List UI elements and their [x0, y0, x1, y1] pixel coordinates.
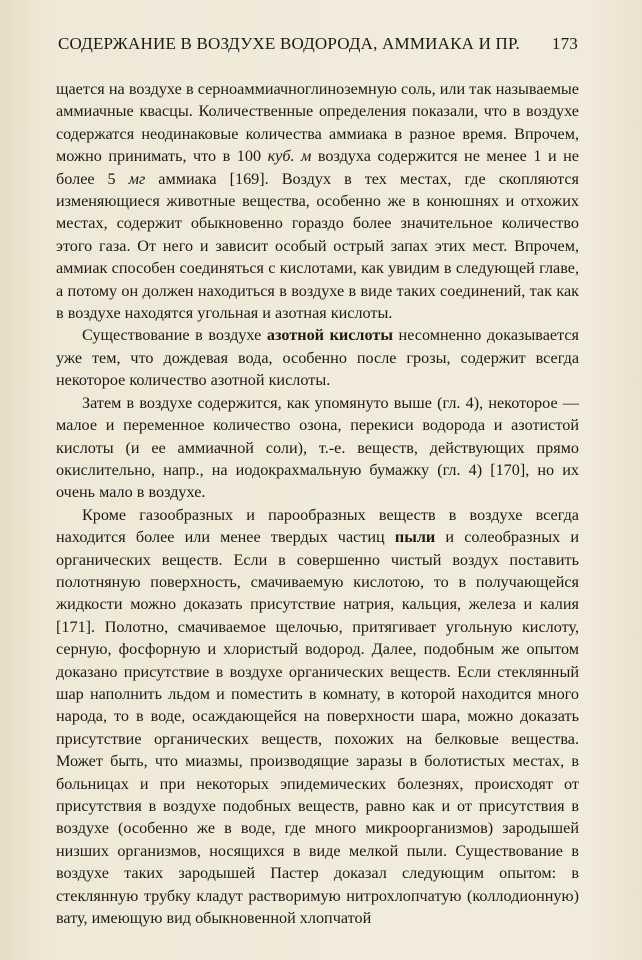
italic-unit: куб. м [267, 147, 312, 166]
bold-term: азотной кислоты [266, 326, 393, 345]
page-number: 173 [551, 34, 578, 53]
paragraph [56, 504, 579, 930]
text-run: и солеобразных и органических веществ. Если в совершенно чистый воздух поставить полотняную поверхность, смачиваемую кислотою, то в получающейся жидкости можно доказать присутствие натрия, кальция, железа и калия [171]. Полотно, смачиваемое щелочью, притягивает угольную кислоту, серную, фосфорную и хлористый водород. Далее, подобным же опытом доказано присутствие в воздухе органических веществ. Если стеклянный шар наполнить льдом и поместить в комнату, в которой находится много народа, то в воде, осаждающейся на поверхности шара, можно доказать присутствие органических веществ, похожих на белковые вещества. Может быть, что миазмы, производящие заразы в болотистых местах, в больницах и при некоторых эпидемических болезнях, происходят от присутствия в воздухе подобных веществ, равно как и от присутствия в воздухе (особенно же в воде, где много микроорганизмов) зародышей низших организмов, носящихся в виде мелкой пыли. Существование в воздухе таких зародышей Пастер доказал следующим опытом: в стеклянную трубку кладут растворимую нитрохлопчатую (коллодионную) вату, имеющую вид обыкновенной хлопчатой [56, 528, 579, 928]
paragraph [56, 324, 579, 391]
text-run: Существование в воздухе [82, 326, 267, 345]
running-header [58, 34, 578, 54]
header-title: СОДЕРЖАНИЕ В ВОЗДУХЕ ВОДОРОДА, АММИАКА И ПР. [58, 34, 520, 53]
text-run: щается на воздухе в сернoаммиачноглиноземную соль, или так называемые аммиачные квасцы. Количественные определения показали, что в воздухе содержатся неодинаковые количества аммиака в разное время. Впрочем, можно принимать, что в 100 [56, 80, 579, 166]
text-run: аммиака [169]. Воздух в тех местах, где скопляются изменяющиеся животные вещества, особенно же в конюшнях и отхожих местах, содержит обыкновенно гораздо более значительное количество этого газа. От него и зависит особый острый запах этих мест. Впрочем, аммиак способен соединяться с кислотами, как увидим в следующей главе, а потому он должен находиться в воздухе в виде таких соединений, так как в воздухе находятся угольная и азотная кислоты. [56, 169, 579, 323]
text-run: Затем в воздухе содержится, как упомянуто выше (гл. 4), некоторое — малое и переменное количество озона, перекиси водорода и азотистой кислоты (и ее аммиачной соли), т.-е. веществ, действующих прямо окислительно, напр., на иодокрахмальную бумажку (гл. 4) [170], но их очень мало в воздухе. [56, 393, 579, 502]
italic-unit: мг [128, 169, 146, 188]
text-run: несомненно доказывается уже тем, что дождевая вода, особенно после грозы, содержит всегда некоторое количество азотной кислоты. [56, 326, 579, 390]
paragraph [56, 392, 579, 504]
text-run: воздуха содержится не менее 1 и не более 5 [56, 147, 579, 188]
text-run: Кроме газообразных и парообразных веществ в воздухе всегда находится более или менее твердых частиц [56, 505, 579, 547]
body-text [56, 78, 579, 929]
paragraph [56, 78, 579, 324]
bold-term: пыли [394, 528, 436, 547]
